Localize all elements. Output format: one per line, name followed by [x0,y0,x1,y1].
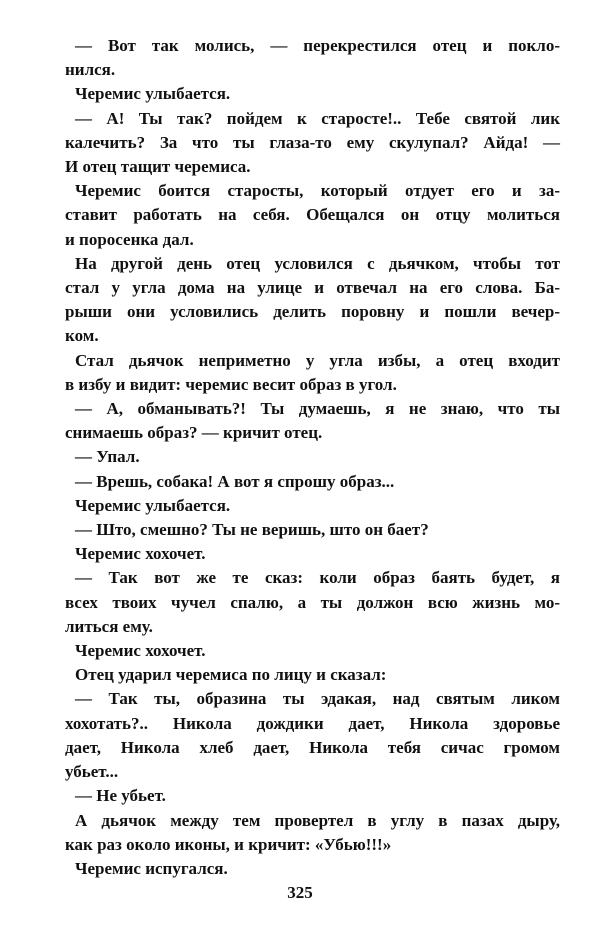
paragraph [75,857,560,881]
text-line: — Так вот же те сказ: коли образ баять будет, я [75,568,560,588]
text-line: — Што, смешно? Ты не веришь, што он бает? [75,520,429,540]
page-number: 325 [287,883,313,902]
text-line: — Так ты, образина ты эдакая, над святым ликом [75,689,560,709]
text-line: А дьячок между тем провертел в углу в пазах дыру, [75,810,560,830]
paragraph [75,494,560,518]
text-line: Черемис испугался. [75,858,228,878]
paragraph [75,639,560,663]
text-line: в избу и видит: черемис весит образ в угол. [65,374,397,394]
paragraph [75,663,560,687]
text-line: На другой день отец условился с дьячком, чтобы тот [75,253,560,273]
text-line: И отец тащит черемиса. [65,157,251,177]
text-line: — Не убьет. [75,786,166,806]
paragraph [75,518,560,542]
text-line: Черемис улыбается. [75,495,231,515]
paragraph [65,349,560,397]
text-line: как раз около иконы, и кричит: «Убью!!!» [65,834,392,854]
text-line: дает, Никола хлеб дает, Никола тебя сичас громом [65,737,560,757]
text-line: Отец ударил черемиса по лицу и сказал: [75,665,387,685]
paragraph [75,445,560,469]
paragraph [75,542,560,566]
text-line: Черемис боится старосты, который отдует его и за- [75,181,560,201]
text-line: Черемис хохочет. [75,544,206,564]
text-line: снимаешь образ? — кричит отец. [65,423,323,443]
paragraph [75,470,560,494]
paragraph [65,107,560,180]
paragraph [75,82,560,106]
text-line: — Упал. [75,447,140,467]
paragraph [65,687,560,784]
text-line: всех твоих чучел спалю, а ты должон всю жизнь мо- [65,592,560,612]
text-line: ставит работать на себя. Обещался он отцу молиться [65,205,560,225]
text-line: — Врешь, собака! А вот я спрошу образ... [75,471,395,491]
text-line: и поросенка дал. [65,229,194,249]
paragraph [75,784,560,808]
text-line: — Вот так молись, — перекрестился отец и покло- [75,36,560,55]
page-text [65,34,560,881]
paragraph [65,34,560,82]
text-line: Черемис улыбается. [75,84,231,104]
text-line: ком. [65,326,99,346]
text-line: нился. [65,60,116,80]
text-line: рыши они условились делить поровну и пошли вечер- [65,302,560,322]
paragraph [65,809,560,857]
text-line: — А! Ты так? пойдем к старосте!.. Тебе святой лик [75,108,560,128]
paragraph [65,397,560,445]
text-line: хохотать?.. Никола дождики дает, Никола здоровье [65,713,560,733]
text-line: литься ему. [65,616,153,636]
paragraph [65,566,560,639]
text-line: — А, обманывать?! Ты думаешь, я не знаю, что ты [75,399,560,419]
text-line: стал у угла дома на улице и отвечал на его слова. Ба- [65,278,560,298]
text-line: убьет... [65,762,119,782]
text-line: калечить? За что ты глаза-то ему скулупал? Айда! — [65,132,560,152]
text-line: Стал дьячок неприметно у угла избы, а отец входит [75,350,560,370]
paragraph [65,252,560,349]
text-line: Черемис хохочет. [75,641,206,661]
paragraph [65,179,560,252]
